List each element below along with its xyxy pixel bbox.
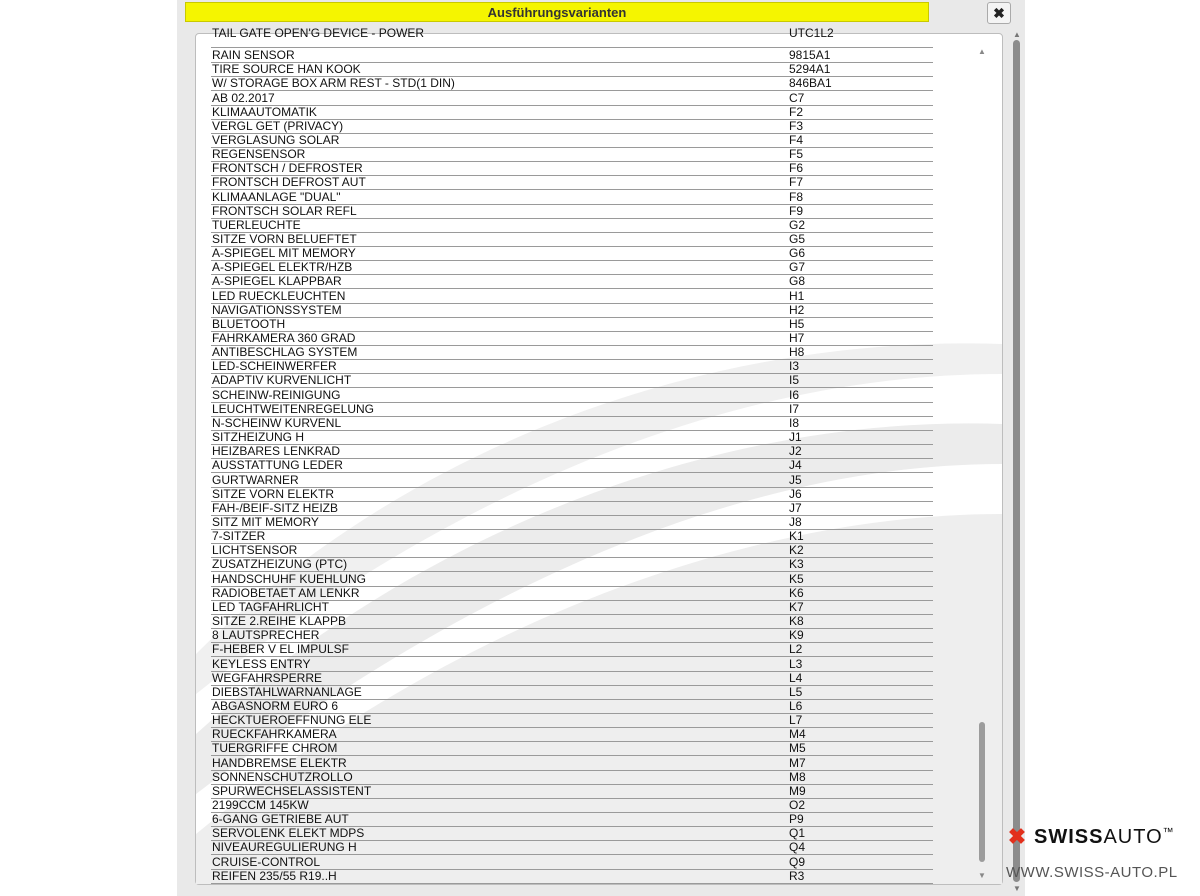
- option-name: SPURWECHSELASSISTENT: [212, 783, 372, 798]
- list-item: [211, 275, 933, 289]
- option-code: G2: [789, 217, 806, 232]
- option-code: F8: [789, 189, 804, 204]
- list-item: [211, 403, 933, 417]
- list-item: [211, 49, 933, 63]
- swissauto-watermark: [1006, 824, 1196, 894]
- page-scrollbar[interactable]: [1010, 30, 1024, 896]
- close-button[interactable]: [987, 2, 1011, 24]
- option-name: REGENSENSOR: [212, 147, 306, 161]
- option-name: ABGASNORM EURO 6: [212, 698, 339, 713]
- option-code: L4: [789, 670, 803, 685]
- list-item: [211, 134, 933, 148]
- option-name: A-SPIEGEL ELEKTR/HZB: [212, 260, 353, 275]
- option-code: M8: [789, 769, 806, 784]
- option-name: TIRE SOURCE HAN KOOK: [212, 62, 361, 77]
- option-name: LED TAGFAHRLICHT: [212, 599, 329, 614]
- option-code: F5: [789, 147, 804, 161]
- option-name: FRONTSCH / DEFROSTER: [212, 161, 363, 176]
- option-name: SERVOLENK ELEKT MDPS: [212, 826, 365, 841]
- option-code: K9: [789, 628, 804, 643]
- option-code: G8: [789, 274, 806, 289]
- scroll-up-arrow-icon[interactable]: ▲: [978, 47, 986, 56]
- list-item: [211, 247, 933, 261]
- option-name: LED-SCHEINWERFER: [212, 359, 337, 374]
- list-item: [211, 318, 933, 332]
- option-code: F7: [789, 175, 804, 190]
- option-name: SCHEINW-REINIGUNG: [212, 387, 341, 402]
- option-name: LICHTSENSOR: [212, 543, 298, 558]
- list-item: [211, 77, 933, 91]
- option-code: L7: [789, 713, 803, 728]
- option-name: SONNENSCHUTZROLLO: [212, 769, 353, 784]
- option-code: F2: [789, 104, 804, 119]
- option-code: K5: [789, 571, 804, 586]
- option-code: G7: [789, 260, 806, 275]
- option-code: C7: [789, 90, 805, 105]
- list-item: [211, 106, 933, 120]
- option-name: KLIMAAUTOMATIK: [212, 104, 317, 119]
- option-code: J2: [789, 444, 802, 459]
- list-item: [211, 530, 933, 544]
- option-code: I3: [789, 359, 800, 374]
- option-name: NIVEAUREGULIERUNG H: [212, 840, 357, 855]
- list-item: [211, 785, 933, 799]
- list-item: [211, 332, 933, 346]
- scroll-down-arrow-icon[interactable]: ▼: [978, 871, 986, 880]
- option-name: KLIMAANLAGE "DUAL": [212, 189, 341, 204]
- list-item: [211, 799, 933, 813]
- list-item: [211, 191, 933, 205]
- option-name: N-SCHEINW KURVENL: [212, 415, 342, 430]
- option-code: K3: [789, 557, 804, 572]
- list-item: [211, 304, 933, 318]
- list-item: [211, 261, 933, 275]
- list-item: [211, 856, 933, 870]
- option-code: I6: [789, 387, 800, 402]
- variants-dialog: [177, 0, 1025, 896]
- option-code: K7: [789, 599, 804, 614]
- list-item: [211, 63, 933, 77]
- list-item: [211, 474, 933, 488]
- page-scroll-down-arrow-icon[interactable]: ▼: [1013, 884, 1021, 893]
- list-item: [211, 728, 933, 742]
- option-code: H1: [789, 288, 805, 303]
- list-item: [211, 205, 933, 219]
- list-item: [211, 686, 933, 700]
- option-name: ANTIBESCHLAG SYSTEM: [212, 345, 358, 360]
- option-name: ZUSATZHEIZUNG (PTC): [212, 557, 348, 572]
- list-item: [211, 459, 933, 473]
- option-name: SITZHEIZUNG H: [212, 430, 304, 445]
- list-item: [211, 672, 933, 686]
- option-code: J8: [789, 514, 802, 529]
- list-item: [211, 742, 933, 756]
- option-code: P9: [789, 812, 804, 827]
- option-code: I5: [789, 373, 800, 388]
- list-item: [211, 374, 933, 388]
- option-code: J4: [789, 458, 802, 473]
- option-code: K8: [789, 614, 804, 628]
- list-item: [211, 587, 933, 601]
- option-name: 8 LAUTSPRECHER: [212, 628, 320, 643]
- list-item: [211, 360, 933, 374]
- option-code: I7: [789, 401, 800, 416]
- option-name: RAIN SENSOR: [212, 48, 295, 62]
- option-code: L6: [789, 698, 803, 713]
- option-name: WEGFAHRSPERRE: [212, 670, 323, 685]
- option-name: SITZE VORN BELUEFTET: [212, 232, 357, 246]
- option-code: H5: [789, 316, 805, 331]
- option-name: LEUCHTWEITENREGELUNG: [212, 401, 375, 416]
- list-item: [211, 573, 933, 587]
- option-name: 6-GANG GETRIEBE AUT: [212, 812, 349, 827]
- option-name: HANDBREMSE ELEKTR: [212, 755, 347, 770]
- list-item: [211, 827, 933, 841]
- option-name: ADAPTIV KURVENLICHT: [212, 373, 352, 388]
- close-icon: ✖: [993, 4, 1005, 21]
- list-item: [211, 219, 933, 233]
- list-item: [211, 176, 933, 190]
- option-code: O2: [789, 798, 806, 812]
- list-item: [211, 870, 933, 884]
- option-name: 2199CCM 145KW: [212, 798, 309, 812]
- option-code: L2: [789, 642, 803, 657]
- list-item: [211, 544, 933, 558]
- option-name: SITZE VORN ELEKTR: [212, 486, 335, 501]
- option-code: F6: [789, 161, 804, 176]
- option-code: J5: [789, 472, 802, 487]
- list-item: [211, 290, 933, 304]
- option-code: 9815A1: [789, 48, 831, 62]
- page-scrollbar-thumb[interactable]: [1013, 40, 1020, 882]
- list-item: [211, 120, 933, 134]
- list-item: [211, 714, 933, 728]
- option-code: F4: [789, 132, 804, 147]
- option-name: BLUETOOTH: [212, 316, 286, 331]
- list-item: [211, 841, 933, 855]
- option-name: TUERLEUCHTE: [212, 217, 301, 232]
- option-name: RADIOBETAET AM LENKR: [212, 585, 360, 600]
- option-code: F3: [789, 118, 804, 133]
- option-name: LED RUECKLEUCHTEN: [212, 288, 346, 303]
- option-code: K1: [789, 529, 804, 544]
- list-item: [211, 771, 933, 785]
- swissauto-logo-icon: ✖: [1007, 824, 1027, 849]
- list-item: [211, 445, 933, 459]
- list-item: [211, 601, 933, 615]
- option-name: FRONTSCH DEFROST AUT: [212, 175, 366, 190]
- option-code: G5: [789, 232, 806, 246]
- list-item-partial: [211, 26, 933, 48]
- option-code: F9: [789, 203, 804, 218]
- list-item: [211, 417, 933, 431]
- option-code: K2: [789, 543, 804, 558]
- option-name: GURTWARNER: [212, 472, 299, 487]
- list-item: [211, 615, 933, 629]
- list-item: [211, 502, 933, 516]
- option-code: 5294A1: [789, 62, 831, 77]
- option-code: H8: [789, 345, 805, 360]
- option-code: J6: [789, 486, 802, 501]
- option-name: F-HEBER V EL IMPULSF: [212, 642, 349, 657]
- option-name: CRUISE-CONTROL: [212, 854, 321, 869]
- option-name: TAIL GATE OPEN'G DEVICE - POWER: [212, 26, 425, 40]
- option-code: L5: [789, 684, 803, 699]
- list-item: [211, 700, 933, 714]
- option-name: AUSSTATTUNG LEDER: [212, 458, 343, 473]
- scrollbar-thumb[interactable]: [979, 722, 985, 862]
- list-item: [211, 148, 933, 162]
- option-code: M4: [789, 727, 806, 742]
- option-code: H7: [789, 331, 805, 345]
- option-name: VERGL GET (PRIVACY): [212, 118, 344, 133]
- option-code: M9: [789, 783, 806, 798]
- option-name: TUERGRIFFE CHROM: [212, 741, 338, 756]
- option-name: HANDSCHUHF KUEHLUNG: [212, 571, 367, 586]
- option-name: AB 02.2017: [212, 90, 275, 105]
- option-name: A-SPIEGEL KLAPPBAR: [212, 274, 342, 289]
- list-item: [211, 757, 933, 771]
- watermark-url: WWW.SWISS-AUTO.PL: [1006, 864, 1178, 881]
- list-item: [211, 629, 933, 643]
- option-code: R3: [789, 868, 805, 883]
- list-item: [211, 516, 933, 530]
- option-name: 7-SITZER: [212, 529, 266, 544]
- option-name: A-SPIEGEL MIT MEMORY: [212, 246, 356, 261]
- option-code: G6: [789, 246, 806, 261]
- option-code: H2: [789, 302, 805, 317]
- option-name: HEIZBARES LENKRAD: [212, 444, 341, 459]
- list-item: [211, 162, 933, 176]
- variants-list: [196, 26, 976, 884]
- option-code: 846BA1: [789, 76, 832, 91]
- list-item: [211, 92, 933, 106]
- option-name: SITZ MIT MEMORY: [212, 514, 319, 529]
- option-code: Q4: [789, 840, 806, 855]
- option-name: DIEBSTAHLWARNANLAGE: [212, 684, 362, 699]
- option-code: Q9: [789, 854, 806, 869]
- watermark-brand: SWISSAUTO™: [1034, 826, 1175, 848]
- option-code: I8: [789, 415, 800, 430]
- option-name: FRONTSCH SOLAR REFL: [212, 203, 357, 218]
- list-item: [211, 389, 933, 403]
- option-code: M5: [789, 741, 806, 756]
- option-code: J1: [789, 430, 802, 445]
- variants-list-panel: [195, 26, 1003, 885]
- option-name: REIFEN 235/55 R19..H: [212, 868, 337, 883]
- list-item: [211, 813, 933, 827]
- option-name: FAH-/BEIF-SITZ HEIZB: [212, 500, 339, 515]
- option-code: K6: [789, 585, 804, 600]
- list-item: [211, 346, 933, 360]
- list-item: [211, 643, 933, 657]
- list-item: [211, 233, 933, 247]
- option-name: RUECKFAHRKAMERA: [212, 727, 337, 742]
- option-name: KEYLESS ENTRY: [212, 656, 311, 671]
- option-name: FAHRKAMERA 360 GRAD: [212, 331, 356, 345]
- list-item: [211, 488, 933, 502]
- list-item: [211, 558, 933, 572]
- list-item: [211, 431, 933, 445]
- option-code: J7: [789, 500, 802, 515]
- option-name: NAVIGATIONSSYSTEM: [212, 302, 342, 317]
- list-item: [211, 658, 933, 672]
- option-name: HECKTUEROEFFNUNG ELE: [212, 713, 372, 728]
- list-scrollbar[interactable]: [976, 46, 988, 882]
- page-scroll-up-arrow-icon[interactable]: ▲: [1013, 30, 1021, 39]
- option-name: W/ STORAGE BOX ARM REST - STD(1 DIN): [212, 76, 455, 91]
- option-code: Q1: [789, 826, 806, 841]
- dialog-title: Ausführungsvarianten: [185, 2, 929, 22]
- option-name: VERGLASUNG SOLAR: [212, 132, 340, 147]
- option-code: M7: [789, 755, 806, 770]
- option-code: L3: [789, 656, 803, 671]
- option-name: SITZE 2.REIHE KLAPPB: [212, 614, 347, 628]
- option-code: UTC1L2: [789, 26, 834, 40]
